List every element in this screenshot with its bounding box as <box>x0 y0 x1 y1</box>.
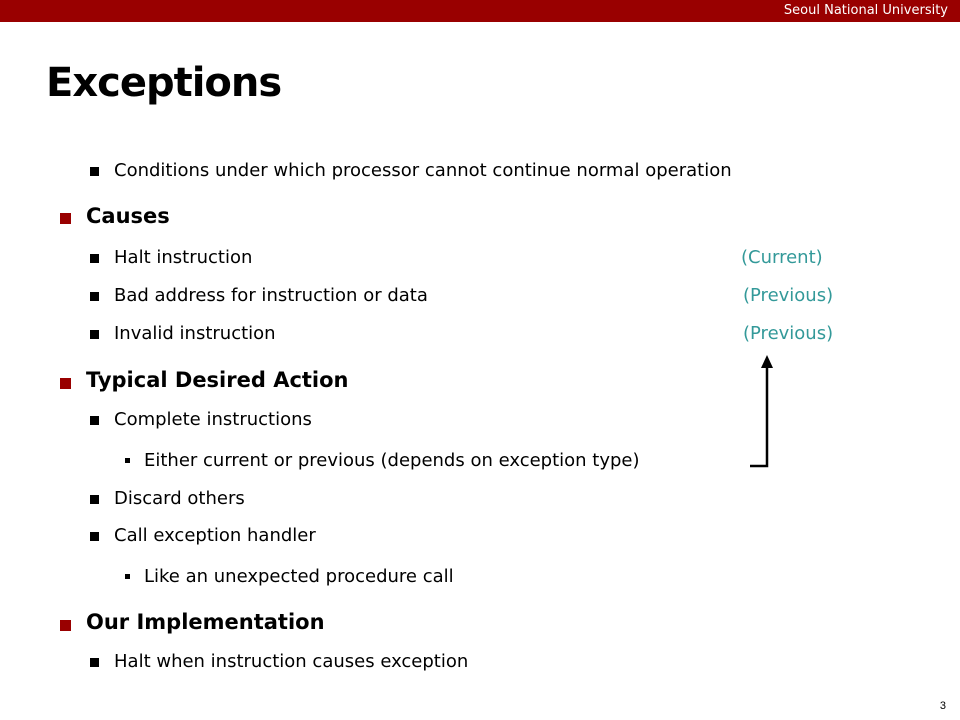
implementation-heading: Our Implementation <box>86 610 325 634</box>
cause-tag: (Previous) <box>743 285 834 306</box>
intro-bullet: Conditions under which processor cannot continue normal operation <box>114 160 732 181</box>
cause-tag: (Current) <box>741 247 823 268</box>
action-subitem: Either current or previous (depends on exception type) <box>144 450 640 471</box>
cause-item: Invalid instruction <box>114 323 276 344</box>
implementation-item: Halt when instruction causes exception <box>114 651 469 672</box>
action-item: Complete instructions <box>114 409 312 430</box>
cause-tag: (Previous) <box>743 323 834 344</box>
arrow-head-icon <box>761 355 773 368</box>
cause-item: Halt instruction <box>114 247 253 268</box>
slide-title: Exceptions <box>46 60 282 106</box>
action-heading: Typical Desired Action <box>86 368 349 392</box>
cause-item: Bad address for instruction or data <box>114 285 428 306</box>
page-number: 3 <box>939 700 946 712</box>
causes-heading: Causes <box>86 204 170 228</box>
institution-label: Seoul National University <box>783 3 948 18</box>
arrow-line <box>750 366 767 466</box>
action-item: Discard others <box>114 488 245 509</box>
action-subitem: Like an unexpected procedure call <box>144 566 454 587</box>
action-item: Call exception handler <box>114 525 316 546</box>
